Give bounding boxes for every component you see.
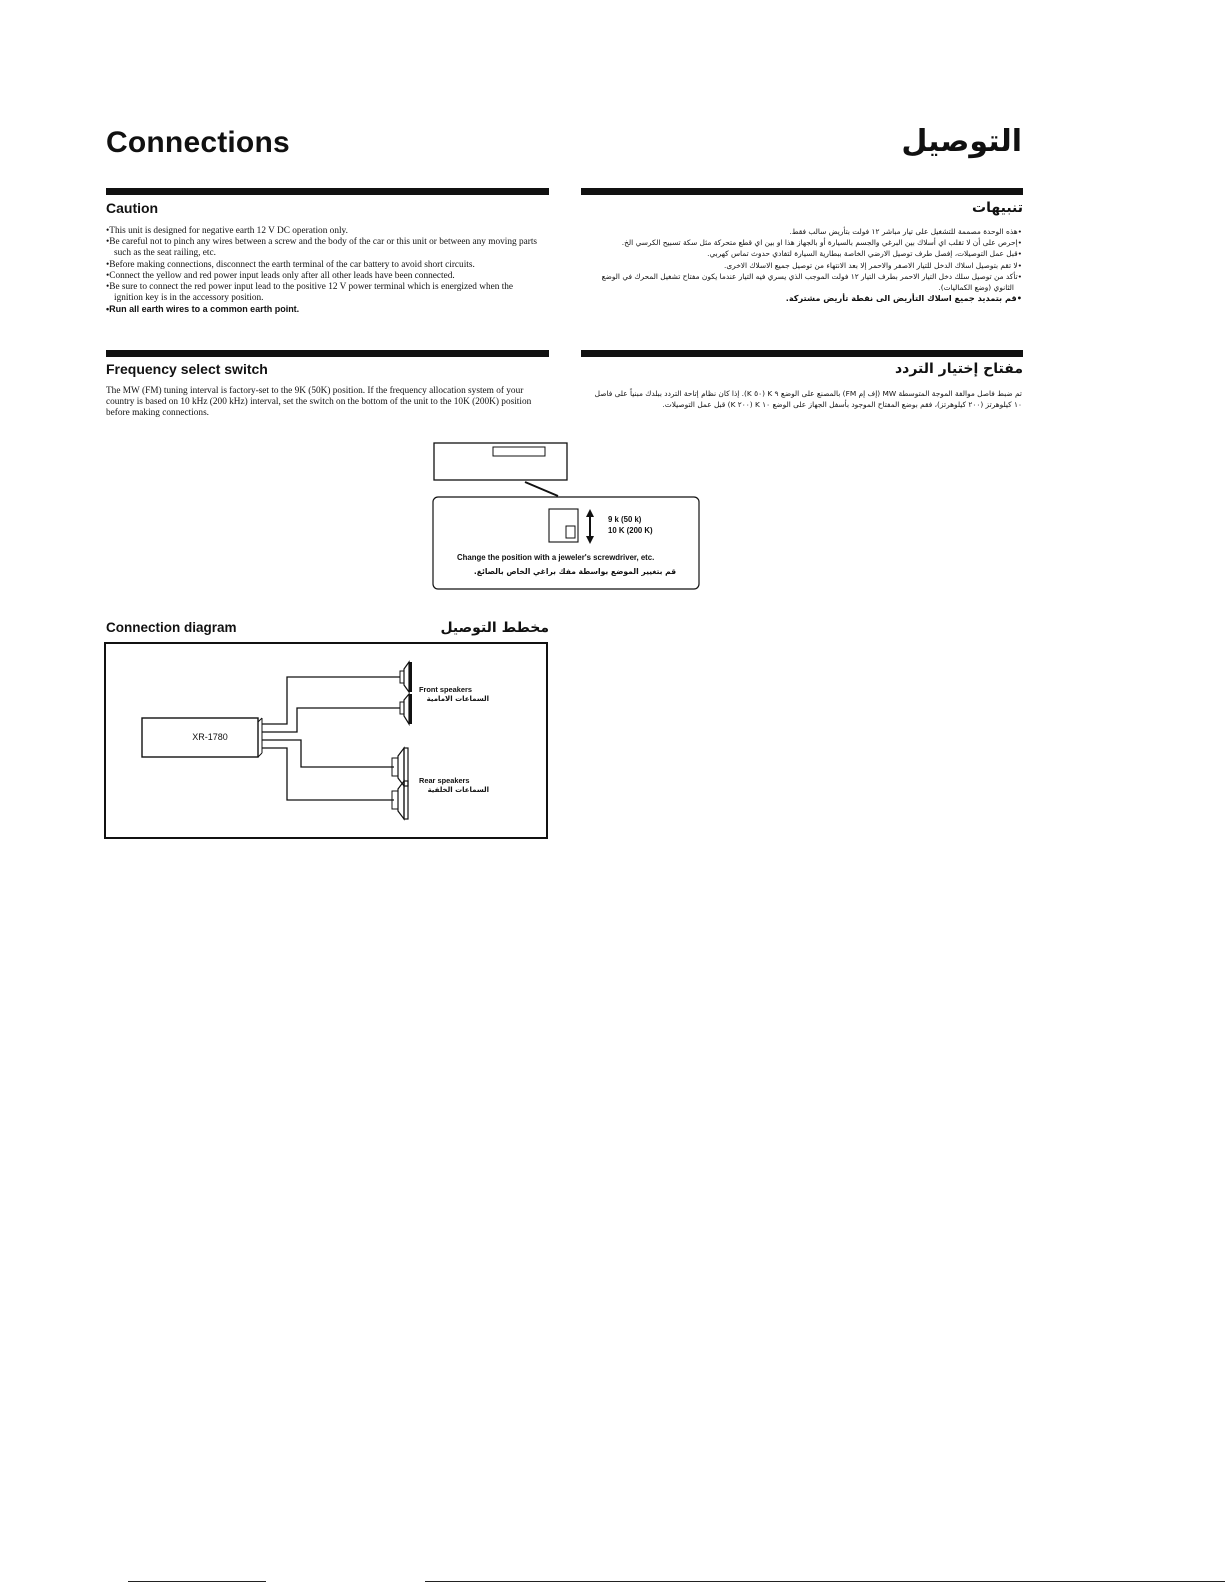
caution-item-ar: • هذه الوحدة مصممة للتشغيل على تيار مباشر ١٢ فولت بتأريض سالب فقط. xyxy=(588,226,1022,237)
page-title-en: Connections xyxy=(106,126,290,159)
diagram-heading-en: Connection diagram xyxy=(106,620,237,635)
scan-edge-mark xyxy=(128,1581,266,1582)
pointer-line xyxy=(525,482,558,496)
caution-item-ar: • تأكد من توصيل سلك دخل التيار الاحمر بطرف التيار ١٢ فولت الموجب الذي يسري فيه التيار عندما يكون مفتاح تشغيل المحرك في الوضع الثانوي (وضع الكماليات). xyxy=(588,271,1022,293)
frequency-heading-en: Frequency select switch xyxy=(106,361,268,377)
rear-speakers-label-en: Rear speakers xyxy=(419,776,470,785)
switch-knob xyxy=(566,526,575,538)
switch-position-9k: 9 k (50 k) xyxy=(608,515,642,524)
scan-edge-mark xyxy=(425,1581,1225,1582)
frequency-heading-ar: مفتاح إختيار التردد xyxy=(894,361,1023,377)
wire-rear-right xyxy=(262,748,394,800)
diagram-heading-ar: مخطط التوصيل xyxy=(440,620,549,636)
caution-item-en: • Be careful not to pinch any wires between a screw and the body of the car or this unit or between any moving parts such as the seat railing, etc. xyxy=(106,237,542,259)
caution-list-ar xyxy=(588,226,1022,304)
caution-rule-en xyxy=(106,188,549,195)
caution-item-ar: • قم بتمديد جميع اسلاك التأريض الى نقطة تأريض مشتركة. xyxy=(588,293,1022,304)
caution-item-en: • Before making connections, disconnect the earth terminal of the car battery to avoid short circuits. xyxy=(106,260,542,271)
switch-instruction-en: Change the position with a jeweler's screwdriver, etc. xyxy=(457,553,655,562)
caution-item-ar: • قبل عمل التوصيلات، إفصل طرف توصيل الارضي الخاصة ببطارية السيارة لتفادي حدوث تماس كهربي. xyxy=(588,248,1022,259)
frequency-rule-ar xyxy=(581,350,1023,357)
page-title-ar: التوصيل xyxy=(901,124,1022,159)
frequency-rule-en xyxy=(106,350,549,357)
caution-item-ar: • لا تقم بتوصيل اسلاك الدخل للتيار الاصفر والاحمر إلا بعد الانتهاء من توصيل جميع الاسلاك الاخرى. xyxy=(588,260,1022,271)
wire-front-right xyxy=(262,708,400,732)
front-speakers-label-ar: السماعات الامامية xyxy=(426,695,489,703)
wire-front-left xyxy=(262,677,400,724)
rear-speaker-icon xyxy=(392,781,408,819)
caution-heading-en: Caution xyxy=(106,200,159,216)
front-speaker-icon xyxy=(400,694,412,724)
switch-position-10k: 10 K (200 K) xyxy=(608,526,653,535)
caution-list-en xyxy=(106,226,542,316)
caution-item-en: • Connect the yellow and red power input leads only after all other leads have been connected. xyxy=(106,271,542,282)
caution-rule-ar xyxy=(581,188,1023,195)
unit-bottom-outline xyxy=(434,443,567,480)
unit-slot xyxy=(493,447,545,456)
front-speaker-icon xyxy=(400,662,412,692)
diagram-frame xyxy=(105,643,547,838)
caution-heading-ar: تنبيهات xyxy=(972,200,1023,216)
rear-speaker-icon xyxy=(392,748,408,786)
rear-speakers-label-ar: السماعات الخلفية xyxy=(427,786,489,794)
front-speakers-label-en: Front speakers xyxy=(419,685,472,694)
arrow-down-icon xyxy=(586,536,594,544)
caution-item-en: • This unit is designed for negative earth 12 V DC operation only. xyxy=(106,226,542,237)
caution-item-en: • Be sure to connect the red power input lead to the positive 12 V power terminal which is energized when the ignition key is in the accessory position. xyxy=(106,282,542,304)
caution-item-en: • Run all earth wires to a common earth point. xyxy=(106,304,542,315)
switch-instruction-ar: قم بتغيير الموضع بواسطة مفك براغي الخاص بالصائغ. xyxy=(473,567,677,576)
connection-diagram xyxy=(104,642,548,840)
frequency-text-en: The MW (FM) tuning interval is factory-set to the 9K (50K) position. If the frequency allocation system of your country is based on 10 kHz (200 kHz) interval, set the switch on the bottom of the unit to the 10K (200K) position before making connections. xyxy=(106,386,532,419)
caution-item-ar: • إحرص على أن لا تقلب اي أسلاك بين البرغي والجسم بالسيارة أو بالجهاز هذا او بين اي قطع متحركة مثل سكة تسبيح الكرسي الخ. xyxy=(588,237,1022,248)
wire-rear-left xyxy=(262,740,394,767)
arrow-up-icon xyxy=(586,509,594,517)
frequency-text-ar: تم ضبط فاصل موالفة الموجة المتوسطة MW (إف إم FM) بالمصنع على الوضع ٩ K (٥٠ K). إذا كان نظام إتاحة التردد ببلدك مبنياً على فاصل ١٠ كيلوهرتز (٢٠٠ كيلوهرتز)، فقم بوضع المفتاح الموجود بأسفل الجهاز على الوضع ١٠ K (٢٠٠ K) قبل عمل التوصيلات. xyxy=(594,389,1022,410)
head-unit-label: XR-1780 xyxy=(192,732,228,742)
